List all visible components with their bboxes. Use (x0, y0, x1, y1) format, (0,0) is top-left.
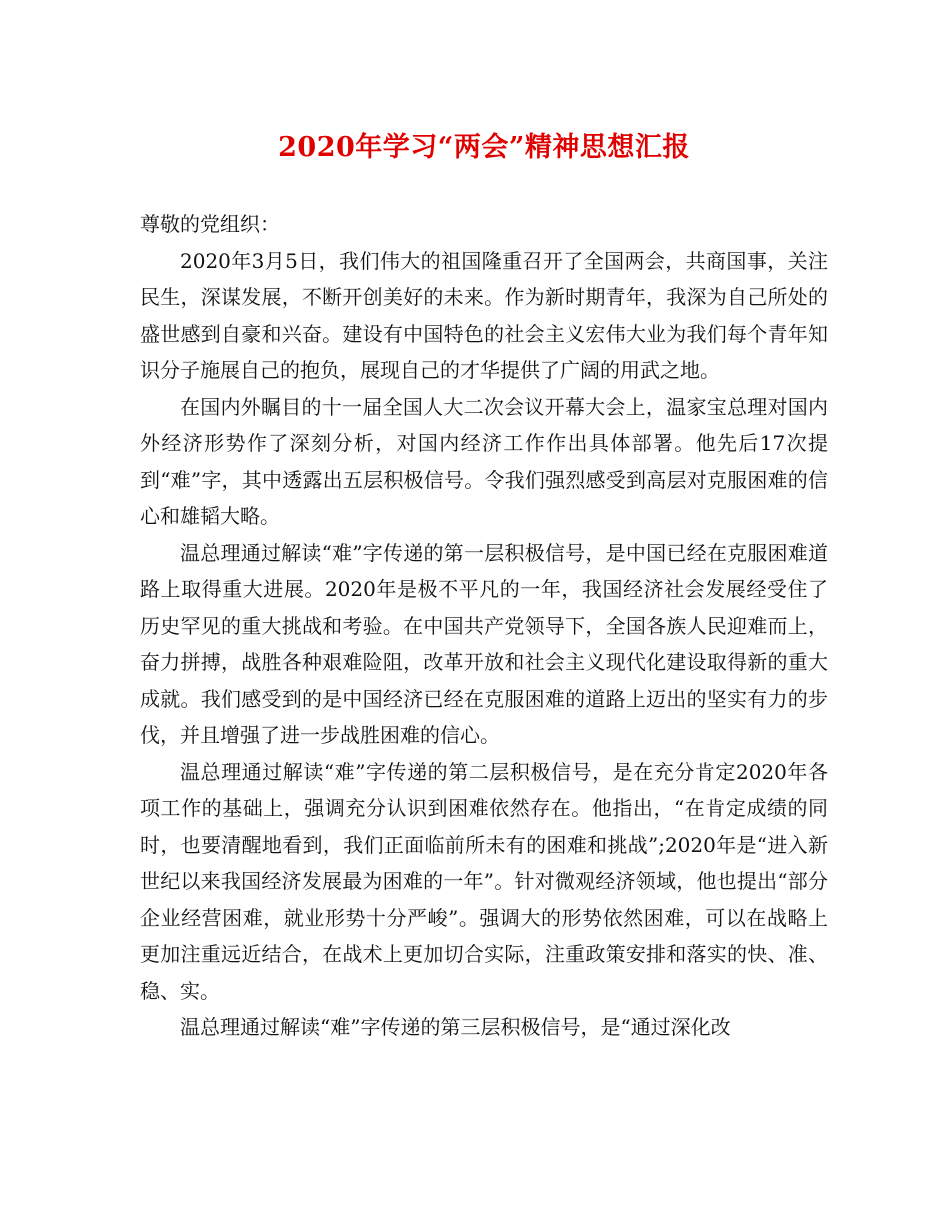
paragraph-2: 在国内外瞩目的十一届全国人大二次会议开幕大会上，温家宝总理对国内外经济形势作了深刻分析，对国内经济工作作出具体部署。他先后17次提到“难”字，其中透露出五层积极信号。令我们强烈感受到高层对克服困难的信心和雄韬大略。 (140, 394, 828, 528)
document-title: 2020年学习“两会”精神思想汇报 (278, 132, 690, 163)
greeting: 尊敬的党组织： (140, 212, 280, 236)
paragraph-1: 2020年3月5日，我们伟大的祖国隆重召开了全国两会，共商国事，关注民生，深谋发展，不断开创美好的未来。作为新时期青年，我深为自己所处的盛世感到自豪和兴奋。建设有中国特色的社会主义宏伟大业为我们每个青年知识分子施展自己的抱负，展现自己的才华提供了广阔的用武之地。 (140, 248, 828, 382)
paragraph-4: 温总理通过解读“难”字传递的第二层积极信号，是在充分肯定2020年各项工作的基础上，强调充分认识到困难依然存在。他指出，“在肯定成绩的同时，也要清醒地看到，我们正面临前所未有的困难和挑战”;2020年是“进入新世纪以来我国经济发展最为困难的一年”。针对微观经济领域，他也提出“部分企业经营困难，就业形势十分严峻”。强调大的形势依然困难，可以在战略上更加注重远近结合，在战术上更加切合实际，注重政策安排和落实的快、准、稳、实。 (140, 759, 828, 1003)
paragraph-3: 温总理通过解读“难”字传递的第一层积极信号，是中国已经在克服困难道路上取得重大进展。2020年是极不平凡的一年，我国经济社会发展经受住了历史罕见的重大挑战和考验。在中国共产党领导下，全国各族人民迎难而上，奋力拼搏，战胜各种艰难险阻，改革开放和社会主义现代化建设取得新的重大成就。我们感受到的是中国经济已经在克服困难的道路上迈出的坚实有力的步伐，并且增强了进一步战胜困难的信心。 (140, 540, 828, 747)
paragraph-5: 温总理通过解读“难”字传递的第三层积极信号，是“通过深化改 (180, 1015, 731, 1039)
